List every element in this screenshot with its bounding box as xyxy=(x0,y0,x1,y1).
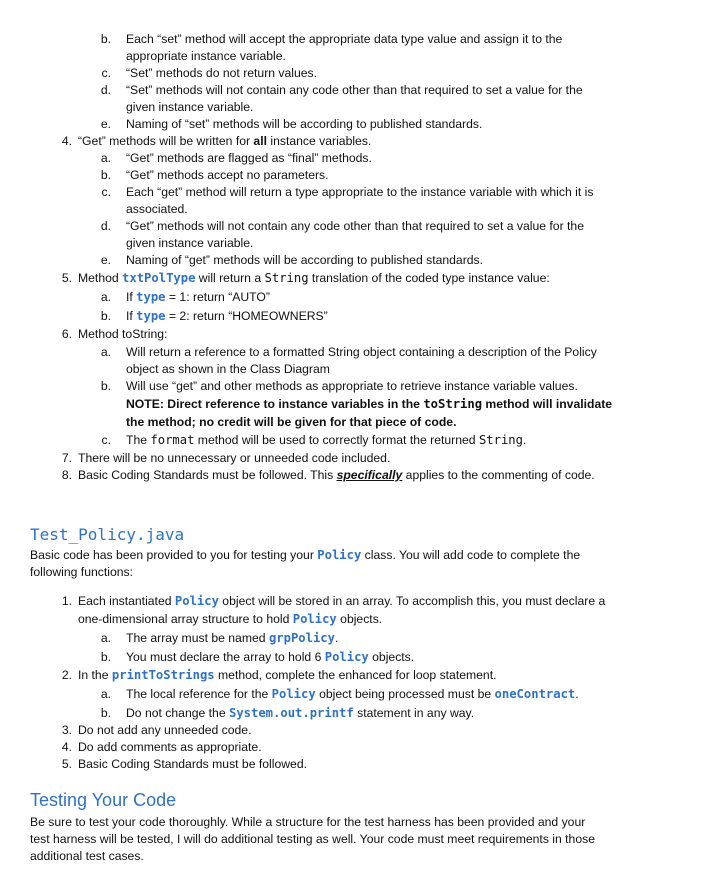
list-item-text: Naming of “set” methods will be according to published standards. xyxy=(126,117,483,131)
paragraph-line: Be sure to test your code thoroughly. While a structure for the test harness has been provided and your xyxy=(30,815,586,829)
list-item-text: given instance variable. xyxy=(126,236,254,250)
intro-text: following functions: xyxy=(30,565,133,579)
list-item-text: Each “get” method will return a type appropriate to the instance variable with which it is xyxy=(126,185,594,199)
list-label: 4. xyxy=(61,740,72,754)
section-heading-test-policy: Test_Policy.java xyxy=(30,525,185,544)
list-label: 7. xyxy=(61,451,72,465)
intro-text: Basic code has been provided to you for testing your Policy class. You will add code to complete the xyxy=(30,548,581,562)
list-item-text: “Get” methods will be written for all instance variables. xyxy=(78,134,372,148)
list-label: 6. xyxy=(61,327,72,341)
list-item-text: Will use “get” and other methods as appropriate to retrieve instance variable values. xyxy=(126,379,578,393)
list-item-text: given instance variable. xyxy=(126,100,254,114)
list-item-text: associated. xyxy=(126,202,188,216)
list-label: d. xyxy=(100,83,111,97)
list-item-text: The format method will be used to correctly format the returned String. xyxy=(126,433,527,447)
list-item-text: “Set” methods will not contain any code other than that required to set a value for the xyxy=(126,83,583,97)
list-label: 5. xyxy=(61,757,72,771)
list-label: 4. xyxy=(61,134,72,148)
list-item-text: You must declare the array to hold 6 Policy objects. xyxy=(126,650,415,664)
list-item-text: one-dimensional array structure to hold Policy objects. xyxy=(78,612,383,626)
list-label: b. xyxy=(100,706,111,720)
list-label: a. xyxy=(100,345,111,359)
paragraph-line: test harness will be tested, I will do additional testing as well. Your code must meet requirements in those xyxy=(30,832,595,846)
list-label: c. xyxy=(101,433,111,447)
list-label: a. xyxy=(100,151,111,165)
list-item-text: Basic Coding Standards must be followed. This specifically applies to the commenting of code. xyxy=(78,468,595,482)
paragraph-line: additional test cases. xyxy=(30,849,144,863)
list-item-text: Will return a reference to a formatted String object containing a description of the Policy xyxy=(126,345,597,359)
list-item-text: Do not change the System.out.printf statement in any way. xyxy=(126,706,475,720)
list-label: b. xyxy=(100,168,111,182)
list-item-text: “Set” methods do not return values. xyxy=(126,66,318,80)
list-label: 3. xyxy=(61,723,72,737)
list-item-text: appropriate instance variable. xyxy=(126,49,286,63)
list-item-text: The array must be named grpPolicy. xyxy=(126,631,339,645)
list-label: b. xyxy=(100,379,111,393)
list-item-text: If type = 1: return “AUTO” xyxy=(126,290,270,304)
list-item-text: Each instantiated Policy object will be stored in an array. To accomplish this, you must declare a xyxy=(78,594,606,608)
list-label: b. xyxy=(100,650,111,664)
list-label: c. xyxy=(101,185,111,199)
list-label: b. xyxy=(100,32,111,46)
section-heading-testing: Testing Your Code xyxy=(30,790,177,810)
list-label: a. xyxy=(100,290,111,304)
list-label: 2. xyxy=(61,668,72,682)
list-label: c. xyxy=(101,66,111,80)
list-label: 1. xyxy=(61,594,72,608)
list-item-text: In the printToStrings method, complete the enhanced for loop statement. xyxy=(78,668,497,682)
list-item-text: There will be no unnecessary or unneeded code included. xyxy=(78,451,391,465)
note-text: NOTE: Direct reference to instance variables in the toString method will invalidate xyxy=(126,397,613,411)
note-text: the method; no credit will be given for that piece of code. xyxy=(126,415,457,429)
list-item-text: If type = 2: return “HOMEOWNERS” xyxy=(126,309,328,323)
list-item-text: “Get” methods are flagged as “final” methods. xyxy=(126,151,372,165)
list-label: e. xyxy=(100,117,111,131)
list-label: e. xyxy=(100,253,111,267)
list-label: 5. xyxy=(61,271,72,285)
list-item-text: Do not add any unneeded code. xyxy=(78,723,252,737)
list-item-text: object as shown in the Class Diagram xyxy=(126,362,330,376)
list-item-text: Method txtPolType will return a String translation of the coded type instance value: xyxy=(78,271,550,285)
list-label: d. xyxy=(100,219,111,233)
list-label: b. xyxy=(100,309,111,323)
list-label: a. xyxy=(100,687,111,701)
list-item-text: Basic Coding Standards must be followed. xyxy=(78,757,307,771)
list-item-text: “Get” methods will not contain any code other than that required to set a value for the xyxy=(126,219,584,233)
list-item-text: The local reference for the Policy object being processed must be oneContract. xyxy=(126,687,579,701)
list-item-text: “Get” methods accept no parameters. xyxy=(126,168,329,182)
list-item-text: Do add comments as appropriate. xyxy=(78,740,262,754)
list-label: 8. xyxy=(61,468,72,482)
list-label: a. xyxy=(100,631,111,645)
list-item-text: Naming of “get” methods will be according to published standards. xyxy=(126,253,484,267)
list-item-text: Method toString: xyxy=(78,327,168,341)
list-item-text: Each “set” method will accept the appropriate data type value and assign it to the xyxy=(126,32,563,46)
